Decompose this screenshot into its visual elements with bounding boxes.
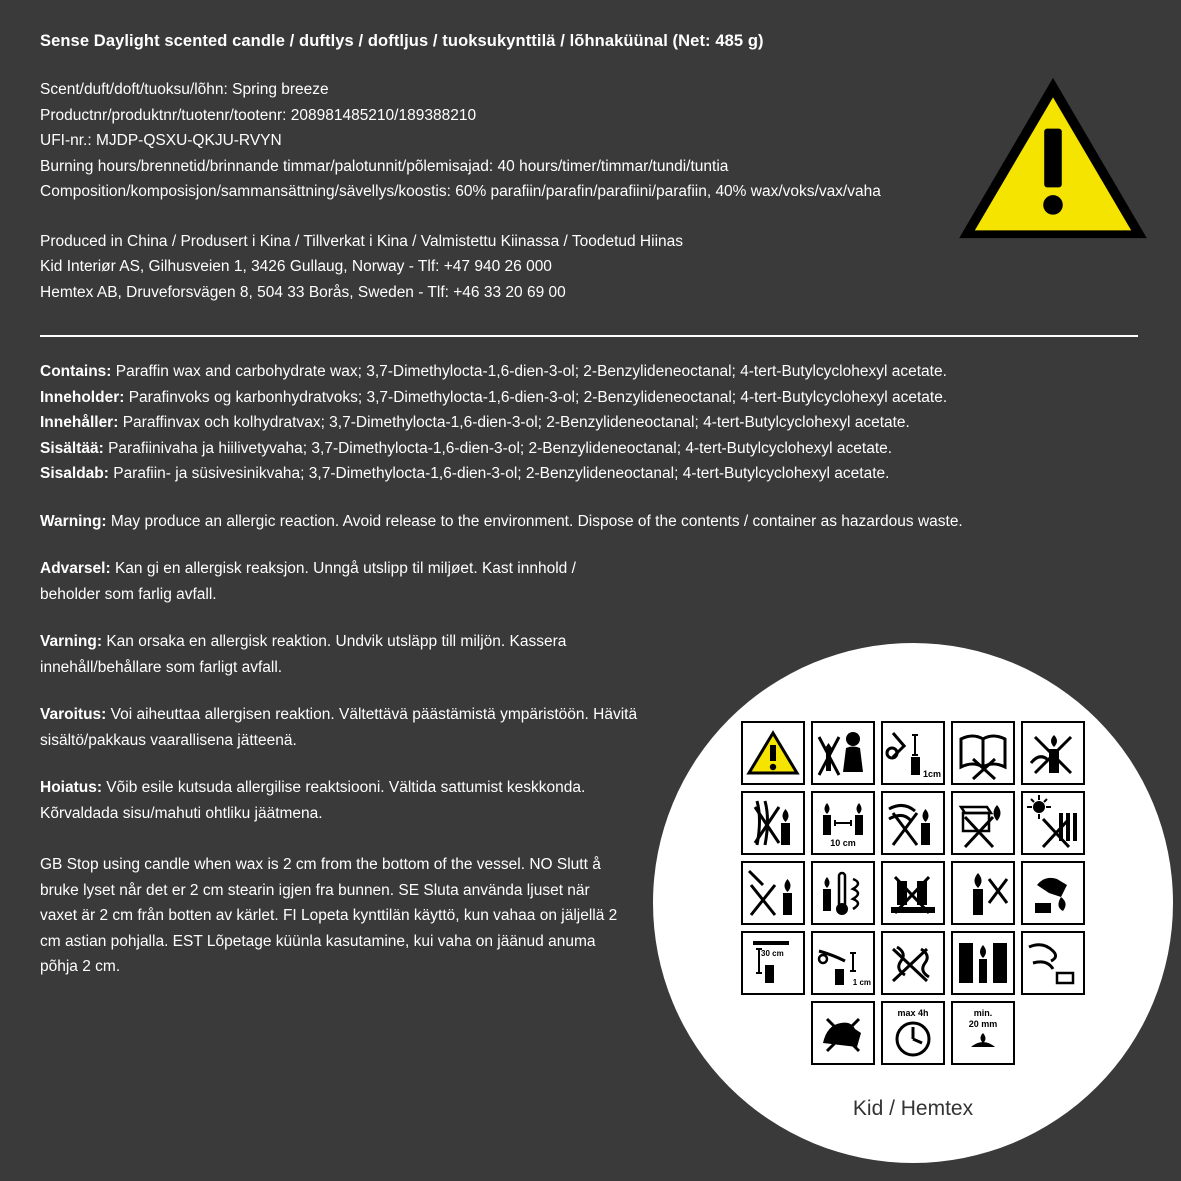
- ingredients-block: [40, 359, 1143, 487]
- spec-composition: Composition/komposisjon/sammansättning/sävellys/koostis: 60% parafiin/parafin/parafiini/parafiin, 40% wax/voks/vax/vaha: [40, 183, 881, 200]
- keep-away-from-heat-source-icon: [811, 861, 875, 925]
- ingredients-line-sv: [40, 410, 1143, 436]
- pictogram-row: [729, 931, 1097, 995]
- warning-fi: [40, 702, 640, 753]
- ingredients-label-et: Sisaldab:: [40, 465, 109, 482]
- warning-label-sv: Varning:: [40, 633, 103, 650]
- warning-text-et: Võib esile kutsuda allergilise reaktsiooni. Vältida sattumist keskkonda. Kõrvaldada sisu/mahuti ohtliku jäätmena.: [40, 779, 586, 822]
- ingredients-label-en: Contains:: [40, 363, 112, 380]
- distance-label-30cm: 30 cm: [761, 949, 784, 958]
- pictogram-row: [729, 1001, 1097, 1065]
- warning-et: [40, 775, 640, 826]
- do-not-move-burning-candle-icon: [1021, 721, 1085, 785]
- warning-text-en: May produce an allergic reaction. Avoid release to the environment. Dispose of the contents / container as hazardous waste.: [106, 512, 963, 530]
- keep-10cm-apart-icon: [811, 791, 875, 855]
- extinguish-properly-icon: [1021, 861, 1085, 925]
- keep-30cm-from-ceiling-icon: [741, 931, 805, 995]
- pictogram-grid: [729, 721, 1097, 1065]
- warning-label-et: Hoiatus:: [40, 779, 102, 796]
- spec-product-number: Productnr/produktnr/tuotenr/tootenr: 208981485210/189388210: [40, 106, 477, 124]
- ingredients-text-fi: Parafiinivaha ja hiilivetyvaha; 3,7-Dimethylocta-1,6-dien-3-ol; 2-Benzylideneoctanal; 4-tert-Butylcyclohexyl acetate.: [103, 439, 893, 457]
- min-wax-level-icon: [951, 1001, 1015, 1065]
- page-title: Sense Daylight scented candle / duftlys / doftljus / tuoksukynttilä / lõhnaküünal (Net: 485 g): [40, 32, 764, 50]
- warning-text-sv: Kan orsaka en allergisk reaktion. Undvik utsläpp till miljön. Kassera innehåll/behållare som farligt avfall.: [40, 633, 567, 676]
- burn-upright-icon: [951, 931, 1015, 995]
- pictogram-row: [729, 721, 1097, 785]
- keep-away-from-children-icon: [811, 721, 875, 785]
- trim-wick-label: 1cm: [922, 769, 941, 779]
- ingredients-text-no: Parafinvoks og karbonhydratvoks; 3,7-Dimethylocta-1,6-dien-3-ol; 2-Benzylideneoctanal; 4-tert-Butylcyclohexyl acetate.: [124, 388, 948, 406]
- ingredients-line-en: [40, 359, 1143, 385]
- origin-produced-in: Produced in China / Produsert i Kina / Tillverkat i Kina / Valmistettu Kiinassa / Toodetud Hiinas: [40, 232, 684, 250]
- warning-label-en: Warning:: [40, 512, 107, 530]
- pictogram-row: [729, 791, 1097, 855]
- do-not-burn-on-flammable-surface-icon: [881, 861, 945, 925]
- warning-no: [40, 556, 640, 607]
- ingredients-text-sv: Paraffinvax och kolhydratvax; 3,7-Dimethylocta-1,6-dien-3-ol; 2-Benzylideneoctanal; 4-tert-Butylcyclohexyl acetate.: [118, 414, 910, 431]
- do-not-extinguish-with-water-icon: [741, 861, 805, 925]
- warning-sv: [40, 629, 640, 680]
- warning-text-fi: Voi aiheuttaa allergisen reaktion. Vältettävä päästämistä ympäristöön. Hävitä sisältö/pakkaus vaarallisena jätteenä.: [40, 706, 638, 749]
- warning-triangle-icon: [741, 721, 805, 785]
- do-not-place-near-heat-icon: [1021, 791, 1085, 855]
- do-not-burn-near-flammable-icon: [951, 721, 1015, 785]
- avoid-inhaling-smoke-icon: [881, 931, 945, 995]
- ingredients-label-sv: Innehåller:: [40, 414, 119, 431]
- trim-wick-1cm-icon: [881, 721, 945, 785]
- warning-en: [40, 509, 1040, 535]
- pictogram-row: [729, 861, 1097, 925]
- spec-scent: Scent/duft/doft/tuoksu/lõhn: Spring breeze: [40, 81, 329, 98]
- origin-hemtex: Hemtex AB, Druveforsvägen 8, 504 33 Borås, Sweden - Tlf: +46 33 20 69 00: [40, 283, 566, 301]
- ingredients-line-et: [40, 461, 1143, 487]
- warning-text-no: Kan gi en allergisk reaksjon. Unngå utslipp til miljøet. Kast innhold / beholder som farlig avfall.: [40, 560, 576, 603]
- ingredients-label-fi: Sisältää:: [40, 439, 104, 457]
- max-burn-time-icon: [881, 1001, 945, 1065]
- do-not-burn-near-curtains-icon: [741, 791, 805, 855]
- keep-away-from-pets-icon: [811, 1001, 875, 1065]
- exclamation-hazard-pictogram: [955, 72, 1151, 244]
- min-wax-value: 20 mm: [968, 1019, 998, 1029]
- ingredients-line-fi: [40, 436, 1143, 462]
- ingredients-text-en: Paraffin wax and carbohydrate wax; 3,7-Dimethylocta-1,6-dien-3-ol; 2-Benzylideneoctanal; 4-tert-Butylcyclohexyl acetate.: [111, 363, 947, 380]
- do-not-burn-near-paper-icon: [951, 791, 1015, 855]
- ingredients-label-no: Inneholder:: [40, 388, 125, 406]
- safety-pictogram-circle: [653, 643, 1173, 1163]
- warning-label-no: Advarsel:: [40, 560, 111, 577]
- do-not-burn-in-draught-icon: [1021, 931, 1085, 995]
- distance-label-10cm: 10 cm: [830, 838, 856, 848]
- horizontal-divider: [40, 335, 1138, 337]
- origin-kid-interior: Kid Interiør AS, Gilhusveien 1, 3426 Gullaug, Norway - Tlf: +47 940 26 000: [40, 258, 552, 275]
- stop-using-note: GB Stop using candle when wax is 2 cm from the bottom of the vessel. NO Slutt å bruke lyset når det er 2 cm stearin igjen fra bunnen. SE Sluta använda ljuset när vaxet är 2 cm från botten av kärlet. FI Lopeta kynttilän käyttö, kun vahaa on jäljellä 2 cm astian pohjalla. EST Lõpetage küünla kasutamine, kui vaha on jäänud anuma põhja 2 cm.: [40, 856, 618, 975]
- warning-label-fi: Varoitus:: [40, 706, 107, 723]
- do-not-leave-unattended-icon: [951, 861, 1015, 925]
- ingredients-line-no: [40, 385, 1143, 411]
- spec-burning-hours: Burning hours/brennetid/brinnande timmar/palotunnit/põlemisajad: 40 hours/timer/timmar/tundi/tuntia: [40, 157, 729, 175]
- trim-distance-label: 1 cm: [852, 978, 871, 987]
- ingredients-text-et: Parafiin- ja süsivesinikvaha; 3,7-Dimethylocta-1,6-dien-3-ol; 2-Benzylideneoctanal; 4-tert-Butylcyclohexyl acetate.: [108, 465, 890, 482]
- min-wax-label: min.: [973, 1008, 993, 1018]
- spec-ufi-number: UFI-nr.: MJDP-QSXU-QKJU-RVYN: [40, 132, 282, 149]
- max-burn-time-label: max 4h: [897, 1008, 929, 1018]
- do-not-place-in-draught-icon: [881, 791, 945, 855]
- brand-label: Kid / Hemtex: [852, 1097, 974, 1120]
- trim-wick-icon: [811, 931, 875, 995]
